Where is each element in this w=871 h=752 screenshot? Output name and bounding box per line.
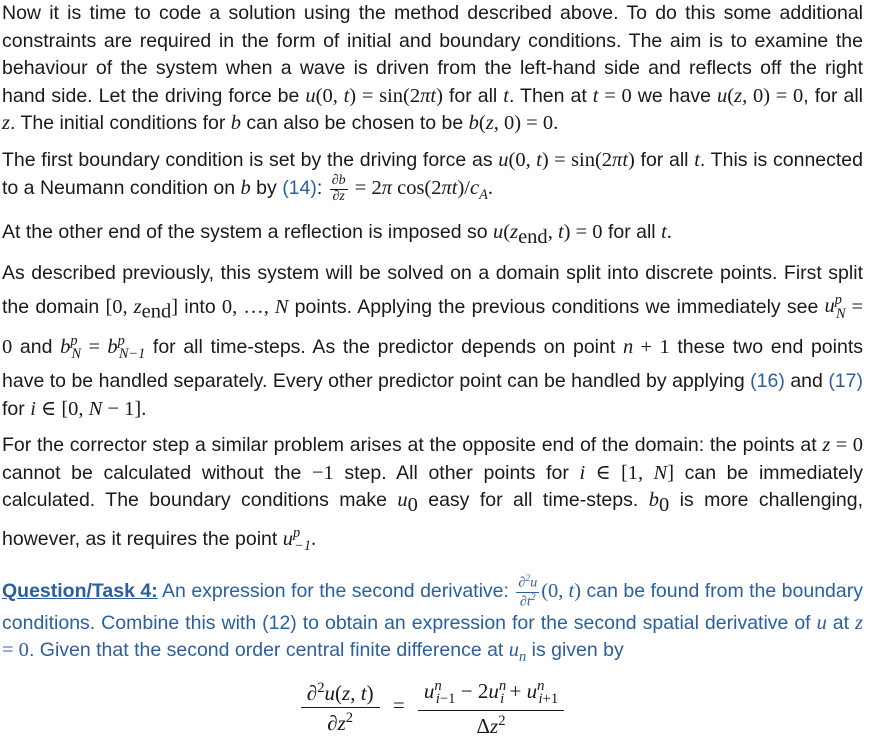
fraction-db-dz: $\frac{\partial b}{\partial z}$ (331, 173, 346, 204)
paragraph-boundary-1: The first boundary condition is set by the driving force as u(0, t) = sin(2πt) for all t. This is connected to a Neumann condition on b by (14): $\frac{\partial b}{\partial z}$ = 2π $\cos(2\pi t)/c_A$. (2, 148, 863, 204)
paragraph-corrector: For the corrector step a similar problem arises at the opposite end of the domain: the points at z = 0 cannot be calculated without the −1 step. All other points for i ∈ [1, N] can be immediately calculated. The boundary conditions make $u_0$ easy for all time-steps. $b_0$ is more challenging, however, as it requires the point $u^p_{-1}$. (2, 434, 864, 554)
paragraph-boundary-2: At the other end of the system a reflection is imposed so $u(z_{end}$, t) = 0 for all t. (2, 220, 672, 248)
fraction-d2u-dt2: $\frac{\partial^2u}{\partial t^2}$ (518, 573, 538, 610)
finite-difference-equation: $\frac{\partial^2u(z, t)}{\partial z^2}$ = $\frac{u^n_{i-1} - 2u^n_i + u^n_{i+1}}{\Delta z^2}$ (2, 676, 863, 740)
text: Now it is time to code a solution using the method described above. To do this some additional constraints are required in the form of initial and boundary conditions. The aim is to examine the behaviour of the system when a wave is driven from the left-hand side and reflects off the right hand side. Let the driving force be (2, 2, 863, 107)
lhs-fraction: $\frac{\partial^2u(z, t)}{\partial z^2}$ (301, 678, 380, 737)
equation-ref-17[interactable]: (17) (828, 370, 863, 393)
paragraph-intro: Now it is time to code a solution using the method described above. To do this some additional constraints are required in the form of initial and boundary conditions. The aim is to examine the behaviour of the system when a wave is driven from the left-hand side and reflects off the right hand side. Let the driving force be u(0, t) = sin(2πt) for all t. Then at t = 0 we have u(z, 0) = 0, for all z. The initial conditions for b can also be chosen to be b(z, 0) = 0. (2, 2, 864, 134)
question-label: Question/Task 4: (2, 580, 158, 603)
paragraph-domain: As described previously, this system will be solved on a domain split into discrete points. First split the domain [0, $z_{end}$] into 0, …, N points. Applying the previous conditions we immediately see $u^p_N = 0$ and $b^p_N = b^p_{N-1}$ for all time-steps. As the predictor depends on point n + 1 these two end points have to be handled separately. Every other predictor point can be handled by applying (16) and (17) for i ∈ [0, N − 1]. (2, 262, 864, 420)
equation-ref-16[interactable]: (16) (750, 370, 785, 393)
rhs-fraction: $\frac{u^n_{i-1} - 2u^n_i + u^n_{i+1}}{\Delta z^2}$ (418, 676, 564, 740)
question-task-4: Question/Task 4: An expression for the second derivative: $\frac{\partial^2u}{\partial t^2}$ (0, t) can be found from the boundary conditions. Combine this with (12) to obtain an expression for the second spatial derivative of u at z = 0. Given that the second order central finite difference at $u_n$ is given by (2, 573, 863, 666)
equation-ref-14[interactable]: (14) (282, 177, 317, 200)
